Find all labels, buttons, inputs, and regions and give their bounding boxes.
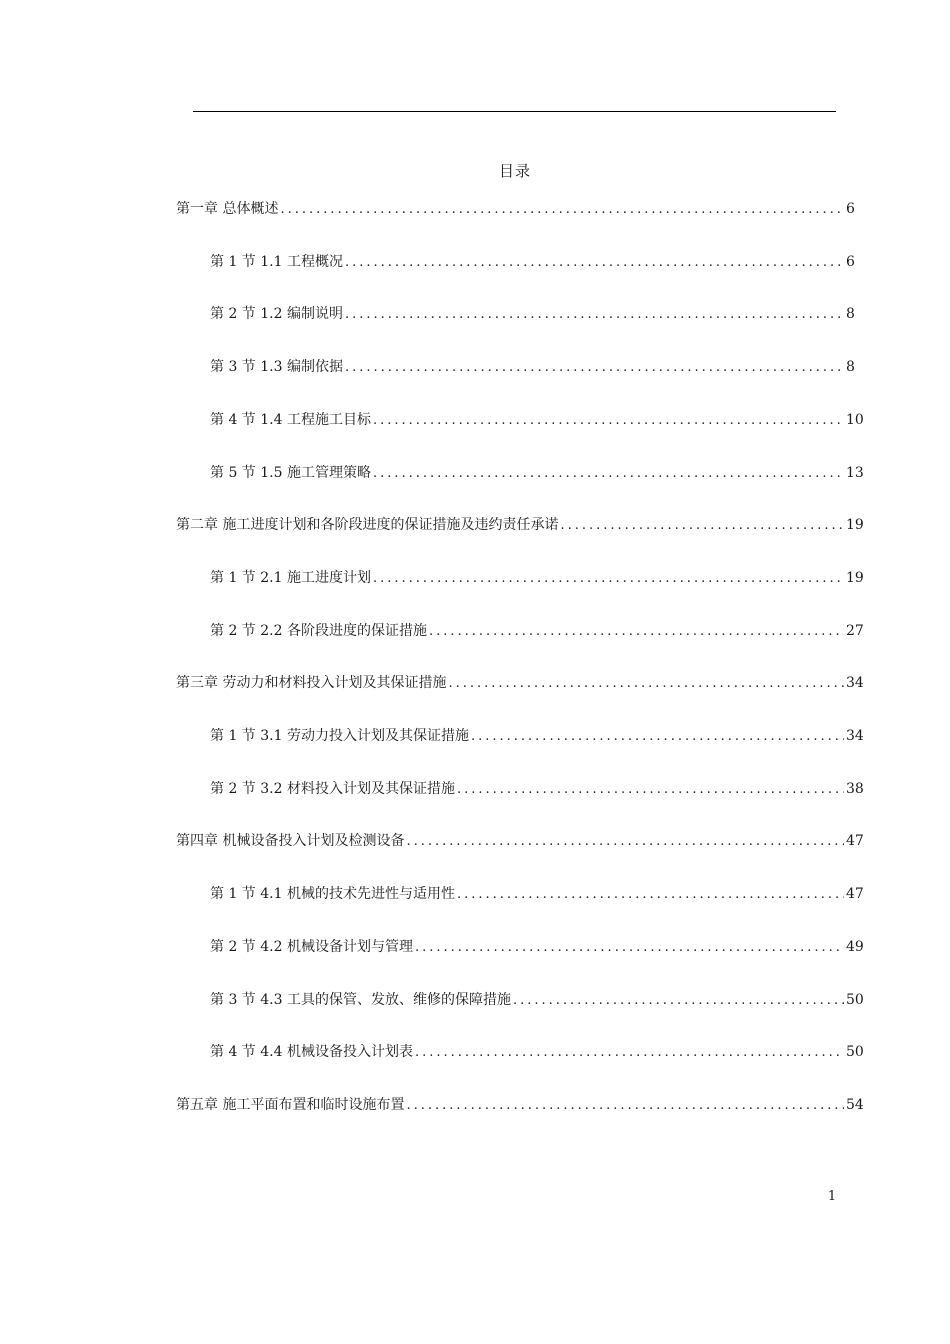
- toc-entry-label: 第 1 节 3.1 劳动力投入计划及其保证措施: [210, 728, 469, 744]
- toc-section-entry[interactable]: [210, 1040, 864, 1064]
- toc-entry-label: 第 2 节 3.2 材料投入计划及其保证措施: [210, 780, 455, 797]
- toc-entry-page: 8: [846, 359, 855, 376]
- toc-entry-label: 第 1 节 1.1 工程概况: [210, 253, 343, 270]
- toc-entry-page: 6: [846, 253, 855, 270]
- toc-dot-leader: [373, 409, 844, 433]
- toc-section-entry[interactable]: [210, 408, 864, 432]
- toc-entry-label: 第 2 节 1.2 编制说明: [210, 306, 343, 323]
- toc-entry-label: 第 1 节 4.1 机械的技术先进性与适用性: [210, 886, 455, 903]
- toc-dot-leader: [345, 303, 844, 327]
- toc-section-entry[interactable]: [210, 250, 854, 274]
- toc-entry-page: 8: [846, 306, 855, 323]
- toc-entry-label: 第 2 节 4.2 机械设备计划与管理: [210, 938, 413, 955]
- toc-dot-leader: [406, 1094, 844, 1118]
- toc-dot-leader: [345, 251, 844, 275]
- toc-section-entry[interactable]: [210, 777, 864, 801]
- toc-dot-leader: [373, 567, 844, 591]
- toc-entry-page: 49: [846, 938, 864, 955]
- toc-dot-leader: [513, 989, 844, 1013]
- toc-section-entry[interactable]: [210, 724, 864, 748]
- toc-section-entry[interactable]: [210, 619, 864, 643]
- toc-dot-leader: [448, 672, 844, 696]
- toc-entry-page: 10: [846, 411, 864, 428]
- toc-section-entry[interactable]: [210, 935, 864, 959]
- toc-section-entry[interactable]: [210, 882, 864, 906]
- toc-dot-leader: [415, 1041, 844, 1065]
- toc-chapter-entry[interactable]: [176, 513, 864, 537]
- toc-title: 目录: [498, 162, 531, 180]
- toc-entry-label: 第 1 节 2.1 施工进度计划: [210, 569, 371, 586]
- toc-dot-leader: [373, 462, 844, 486]
- toc-entry-label: 第 3 节 1.3 编制依据: [210, 359, 343, 376]
- toc-dot-leader: [406, 830, 844, 854]
- toc-entry-page: 19: [846, 517, 864, 534]
- toc-entry-label: 第 5 节 1.5 施工管理策略: [210, 464, 371, 481]
- toc-dot-leader: [560, 514, 844, 538]
- toc-dot-leader: [457, 778, 844, 802]
- toc-entry-label: 第 3 节 4.3 工具的保管、发放、维修的保障措施: [210, 991, 511, 1008]
- header-rule: [193, 111, 836, 112]
- toc-dot-leader: [415, 936, 844, 960]
- toc-chapter-entry[interactable]: [176, 829, 864, 853]
- toc-entry-label: 第 4 节 4.4 机械设备投入计划表: [210, 1044, 413, 1061]
- toc-entry-page: 27: [846, 622, 864, 639]
- toc-entry-page: 34: [846, 675, 864, 692]
- toc-entry-page: 6: [846, 201, 855, 217]
- toc-chapter-entry[interactable]: [176, 671, 864, 695]
- toc-section-entry[interactable]: [210, 988, 864, 1012]
- toc-dot-leader: [471, 725, 844, 749]
- toc-chapter-entry[interactable]: [176, 1093, 864, 1117]
- toc-dot-leader: [345, 356, 844, 380]
- toc-entry-page: 50: [846, 1044, 864, 1061]
- toc-entry-label: 第 2 节 2.2 各阶段进度的保证措施: [210, 622, 427, 639]
- toc-section-entry[interactable]: [210, 566, 864, 590]
- toc-entry-label: 第二章 施工进度计划和各阶段进度的保证措施及违约责任承诺: [176, 517, 559, 534]
- toc-section-entry[interactable]: [210, 461, 864, 485]
- toc-entry-label: 第 4 节 1.4 工程施工目标: [210, 411, 371, 428]
- toc-entry-page: 54: [846, 1096, 864, 1113]
- toc-entry-page: 13: [846, 464, 864, 481]
- toc-section-entry[interactable]: [210, 302, 854, 326]
- toc-entry-page: 19: [846, 569, 864, 586]
- page-number: 1: [827, 1189, 837, 1204]
- toc-entry-page: 47: [846, 833, 864, 850]
- toc-entry-label: 第五章 施工平面布置和临时设施布置: [176, 1096, 405, 1113]
- toc-dot-leader: [457, 883, 844, 907]
- toc-entry-page: 50: [846, 991, 864, 1008]
- toc-entry-label: 第三章 劳动力和材料投入计划及其保证措施: [176, 675, 447, 692]
- toc-chapter-entry[interactable]: [176, 197, 854, 221]
- toc-dot-leader: [280, 198, 844, 222]
- toc-entry-page: 47: [846, 886, 864, 903]
- toc-entry-page: 34: [846, 728, 864, 744]
- toc-entry-page: 38: [846, 780, 864, 797]
- toc-entry-label: 第四章 机械设备投入计划及检测设备: [176, 833, 405, 850]
- toc-entry-label: 第一章 总体概述: [176, 201, 279, 217]
- toc-dot-leader: [429, 620, 844, 644]
- toc-section-entry[interactable]: [210, 355, 854, 379]
